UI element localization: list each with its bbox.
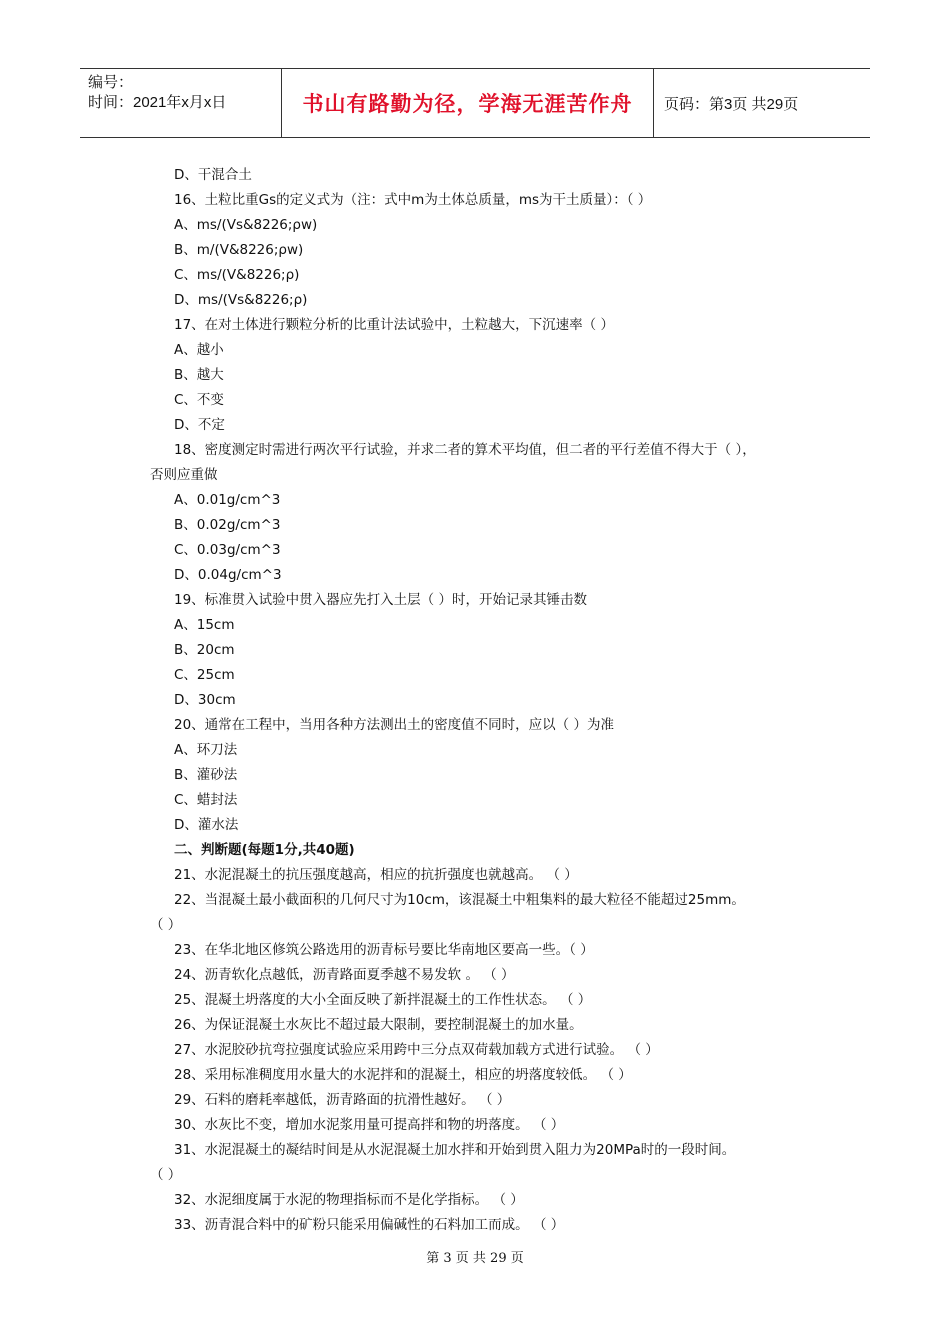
- page-footer: 第 3 页 共 29 页: [426, 1251, 524, 1266]
- question-line: 24、沥青软化点越低，沥青路面夏季越不易发软 。 （ ）: [174, 967, 515, 983]
- question-line: 28、采用标准稠度用水量大的水泥拌和的混凝土，相应的坍落度较低。 （ ）: [174, 1067, 632, 1083]
- option-line: C、25cm: [174, 667, 235, 683]
- option-line: D、干混合土: [174, 167, 252, 183]
- question-line: 30、水灰比不变，增加水泥浆用量可提高拌和物的坍落度。 （ ）: [174, 1117, 565, 1133]
- option-line: B、m/(V&8226;ρw): [174, 242, 304, 258]
- question-line: 25、混凝土坍落度的大小全面反映了新拌混凝土的工作性状态。 （ ）: [174, 992, 592, 1008]
- document-number-label: 编号：: [88, 74, 134, 91]
- option-line: C、不变: [174, 392, 224, 408]
- question-line: 18、密度测定时需进行两次平行试验，并求二者的算术平均值，但二者的平行差值不得大于（ ），: [174, 442, 756, 458]
- option-line: D、ms/(Vs&8226;ρ): [174, 292, 308, 308]
- option-line: A、15cm: [174, 617, 235, 633]
- option-line: D、30cm: [174, 692, 236, 708]
- option-line: B、越大: [174, 367, 224, 383]
- question-line: 33、沥青混合料中的矿粉只能采用偏碱性的石料加工而成。 （ ）: [174, 1217, 565, 1233]
- question-line: 32、水泥细度属于水泥的物理指标而不是化学指标。 （ ）: [174, 1192, 524, 1208]
- option-line: B、灌砂法: [174, 767, 238, 783]
- option-line: D、灌水法: [174, 817, 239, 833]
- section-heading: 二、判断题(每题1分,共40题): [174, 842, 355, 858]
- question-continuation: 否则应重做: [150, 467, 218, 483]
- question-line: 19、标准贯入试验中贯入器应先打入土层（ ）时，开始记录其锤击数: [174, 592, 587, 608]
- page-header: [80, 68, 870, 138]
- header-meta: [80, 69, 282, 137]
- option-line: A、0.01g/cm^3: [174, 492, 281, 508]
- question-line: 31、水泥混凝土的凝结时间是从水泥混凝土加水拌和开始到贯入阻力为20MPa时的一段时间。: [174, 1142, 736, 1158]
- document-time-label: 时间：2021年x月x日: [88, 94, 227, 111]
- header-motto: 书山有路勤为径，学海无涯苦作舟: [282, 69, 654, 137]
- question-line: 23、在华北地区修筑公路选用的沥青标号要比华南地区要高一些。（ ）: [174, 942, 594, 958]
- option-line: A、越小: [174, 342, 224, 358]
- question-continuation: （ ）: [150, 1167, 182, 1183]
- option-line: B、0.02g/cm^3: [174, 517, 281, 533]
- question-line: 22、当混凝土最小截面积的几何尺寸为10cm，该混凝土中粗集料的最大粒径不能超过25mm。: [174, 892, 745, 908]
- question-line: 20、通常在工程中，当用各种方法测出土的密度值不同时，应以（ ）为准: [174, 717, 614, 733]
- header-page-info: 页码：第3页 共29页: [664, 95, 799, 113]
- option-line: B、20cm: [174, 642, 235, 658]
- option-line: C、ms/(V&8226;ρ): [174, 267, 300, 283]
- question-line: 17、在对土体进行颗粒分析的比重计法试验中，土粒越大，下沉速率（ ）: [174, 317, 614, 333]
- option-line: C、0.03g/cm^3: [174, 542, 281, 558]
- option-line: D、不定: [174, 417, 225, 433]
- question-line: 29、石料的磨耗率越低，沥青路面的抗滑性越好。 （ ）: [174, 1092, 511, 1108]
- question-line: 26、为保证混凝土水灰比不超过最大限制，要控制混凝土的加水量。: [174, 1017, 583, 1033]
- option-line: A、ms/(Vs&8226;ρw): [174, 217, 318, 233]
- question-line: 27、水泥胶砂抗弯拉强度试验应采用跨中三分点双荷载加载方式进行试验。 （ ）: [174, 1042, 659, 1058]
- option-line: D、0.04g/cm^3: [174, 567, 282, 583]
- question-continuation: （ ）: [150, 917, 182, 933]
- option-line: C、蜡封法: [174, 792, 238, 808]
- option-line: A、环刀法: [174, 742, 238, 758]
- question-line: 21、水泥混凝土的抗压强度越高，相应的抗折强度也就越高。 （ ）: [174, 867, 578, 883]
- question-line: 16、土粒比重Gs的定义式为（注：式中m为土体总质量，ms为干土质量）：（ ）: [174, 192, 652, 208]
